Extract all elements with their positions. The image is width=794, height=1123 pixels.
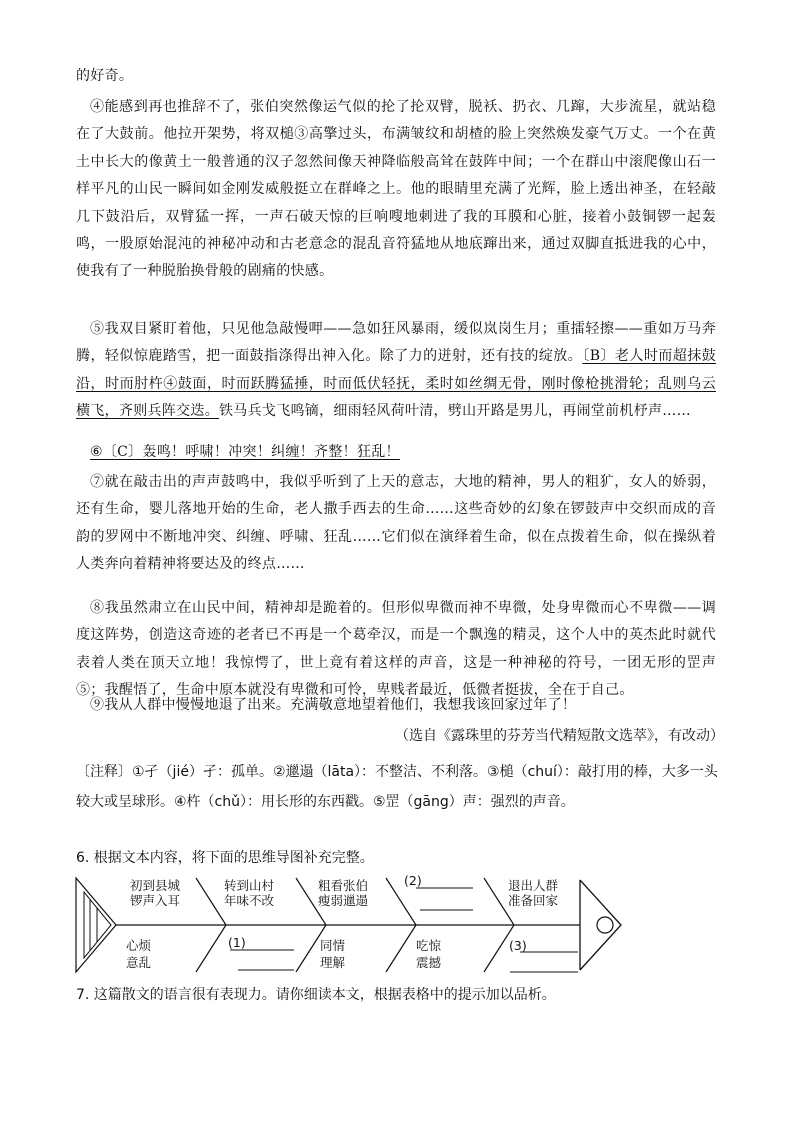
fish-top-2-line2: 年味不改 (224, 893, 275, 908)
fish-top-4-label: (2) (404, 873, 422, 888)
paragraph-9: ⑨我从人群中慢慢地退了出来。充满敬意地望着他们，我想我该回家过年了！ (90, 697, 577, 713)
paragraph-5-tail: 铁马兵戈飞鸣镝，细雨轻风荷叶清，劈山开路是男儿，再闹堂前机杼声…… (219, 403, 691, 420)
paragraph-6-underlined-c: ⑥〔C〕轰鸣！呼啸！冲突！纠缠！齐整！狂乱！ (90, 444, 400, 460)
fish-top-1-line1: 初到县城 (130, 878, 181, 893)
question-6: 6. 根据文本内容，将下面的思维导图补充完整。 (76, 850, 374, 866)
fish-bottom-5-label: (3) (509, 938, 527, 953)
paragraph-5-text: ⑤我双目紧盯着他，只见他急敲慢呷——急如狂风暴雨，缓似岚岗生月；重擂轻擦——重如万马奔腾，轻似惊鹿踏雪，把一面鼓指涤得出神入化。除了力的迸射，还有技的绽放。 (76, 321, 716, 365)
fish-head (580, 880, 621, 970)
fish-eye (597, 917, 613, 933)
fish-top-5-line2: 准备回家 (508, 893, 559, 908)
fish-top-5-line1: 退出人群 (508, 878, 559, 893)
paragraph-5 (76, 316, 716, 426)
fishbone-diagram (68, 870, 628, 980)
paragraph-5-underlined-b: 〔B〕老人时而超抹鼓沿，时而肘杵④鼓面，时而跃腾猛捶，时而低伏轻抚，柔时如丝绸无骨，刚时像枪挑滑轮；乱则乌云横飞，齐则兵阵交迭。 (76, 348, 716, 420)
fish-top-2-line1: 转到山村 (224, 878, 275, 893)
paragraph-4: ④能感到再也推辞不了，张伯突然像运气似的抡了抡双臂，脱袄、扔衣、几蹿，大步流星，就站稳在了大鼓前。他拉开架势，将双槌③高擎过头，布满皱纹和胡楂的脸上突然焕发豪气万丈。一个在黄土中长大的像黄土一般普通的汉子忽然间像天神降临般高耸在鼓阵中间；一个在群山中滚爬像山石一样平凡的山民一瞬间如金刚发威般挺立在群峰之上。他的眼睛里充满了光辉，脸上透出神圣，在轻敲几下鼓沿后，双臂猛一挥，一声石破天惊的巨响嗖地刺进了我的耳膜和心脏，接着小鼓铜锣一起轰鸣，一股原始混沌的神秘冲动和古老意念的混乱音符猛地从地底蹿出来，通过双脚直抵进我的心中，使我有了一种脱胎换骨般的剧痛的快感。 (76, 99, 716, 280)
paragraph-8: ⑧我虽然肃立在山民中间，精神却是跪着的。但形似卑微而神不卑微，处身卑微而心不卑微——调度这阵势，创造这奇迹的老者已不再是一个葛牵汉，而是一个飘逸的精灵，这个人中的英杰此时就代表着人类在顶天立地！我惊愕了，世上竟有着这样的声音，这是一种神秘的符号，一团无形的罡声⑤；我醒悟了，生命中原本就没有卑微和可怜，卑贱者最近，低微者挺拔，全在于自己。 (76, 600, 716, 699)
fish-top-3-line1: 粗看张伯 (318, 878, 369, 893)
fish-bottom-3-line2: 理解 (320, 955, 346, 970)
source-citation: （选自《露珠里的芬芳当代精短散文选萃》，有改动） (395, 728, 724, 744)
fish-bottom-3-line1: 同情 (320, 938, 346, 953)
fish-bottom-4-line2: 震撼 (416, 955, 442, 970)
question-7: 7. 这篇散文的语言很有表现力。请你细读本文，根据表格中的提示加以品析。 (76, 987, 556, 1003)
fish-top-1-line2: 锣声入耳 (130, 893, 181, 908)
paragraph-continuation: 的好奇。 (76, 68, 134, 84)
fish-bottom-1-line1: 心烦 (126, 938, 152, 953)
fish-bottom-2-label: (1) (228, 935, 246, 950)
annotation-notes: 〔注释〕①孑（jié）孑：孤单。②邋遢（lāta）：不整洁、不利落。③槌（chuí）：敲打用的棒，大多一头较大或呈球形。④杵（chǔ）：用长形的东西戳。⑤罡（gāng）声：强烈的声音。 (76, 764, 718, 810)
fish-bottom-1-line2: 意乱 (126, 955, 152, 970)
paragraph-7: ⑦就在敲击出的声声鼓鸣中，我似乎听到了上天的意志，大地的精神，男人的粗犷，女人的娇弱，还有生命，婴儿落地开始的生命，老人撒手西去的生命……这些奇妙的幻象在锣鼓声中交织而成的音韵的罗网中不断地冲突、纠缠、呼啸、狂乱……它们似在演绎着生命，似在点拨着生命，似在操纵着人类奔向着精神将要达及的终点…… (76, 474, 716, 573)
fish-tail-outer (76, 878, 116, 972)
fish-top-3-line2: 瘦弱邋遢 (318, 893, 369, 908)
fish-bottom-4-line1: 吃惊 (416, 938, 442, 953)
